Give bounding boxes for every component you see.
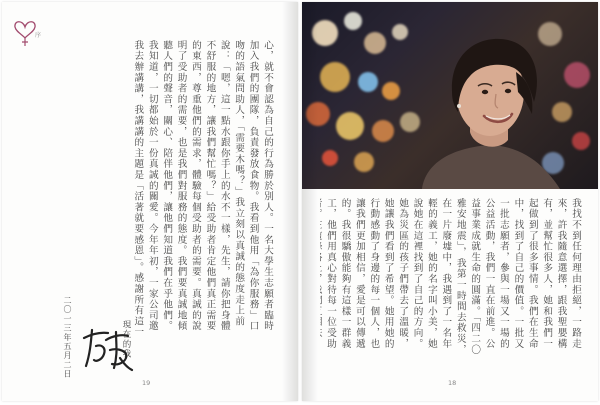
page-number-right: 18 [448,379,457,387]
right-page [302,2,598,401]
gutter-shadow [302,2,318,401]
woman-portrait-figure [302,2,598,189]
logo-tag: 序 [35,32,42,39]
page-number-left: 19 [142,379,151,387]
signature-image [78,324,134,374]
now-caption: 現在的我 [121,320,131,359]
left-page [2,2,298,401]
date-line: 二〇一三年五月二日 [63,296,72,379]
portrait-photo [302,2,598,189]
right-body-text: 我找不到任何理由拒絕，一路走來，許我隨意選擇，跟我聖嬰構有，並幫忙很多人，她和我們一起做到了很多事情。我們在生命中，找到了自己的價值。一批又一批志願者，參與一場又一場的公益活動，我們一直在前進。公益事業成就生命的圓滿。「四二〇雅安地震」，我第一時間去救災，在一片廢墟中，我遇到了一名年輕的義工，她的名字叫小美，她說她在這裡找到了自己的方向。她為災區的孩子們帶去了溫暖，她讓我們看到了希望。她用她的行動感動了身邊的每一個人，也讓我們更加相信，愛是可以傳遞的。我很驕傲能夠有這樣一群義工，他們用真心對待每一位受助 [325,198,581,356]
left-body-text: 心，就不會認為自己的行為勝於別人。一名大學生志願者臨時加入我們的團隊，負責發放食物。我看到他用「為你服務」口吻的語氣問助人，「需要木嗎？」我立刻以真誠的態度走上前說：「嗯，這一點水跟你手上的水不一樣，先生，請你把身體不舒服的地方，讓我們幫忙嗎？」給受助者肯定他們真正需要的東西，尊重他們的需求，體驗每個受助者的需要。真誠的說明了受助者的需要，也是我們對服務的態度。我們要真誠地傾聽人們的聲音，關心、陪伴他們，讓他們知道我們在乎他們。我知道，一切都始於一份真誠的關愛。今年年初，一家公司邀我去辦講講，我講講的主題是「活著就要感恩」。感謝所有這一 [132,40,273,338]
gutter-shadow [282,2,298,401]
